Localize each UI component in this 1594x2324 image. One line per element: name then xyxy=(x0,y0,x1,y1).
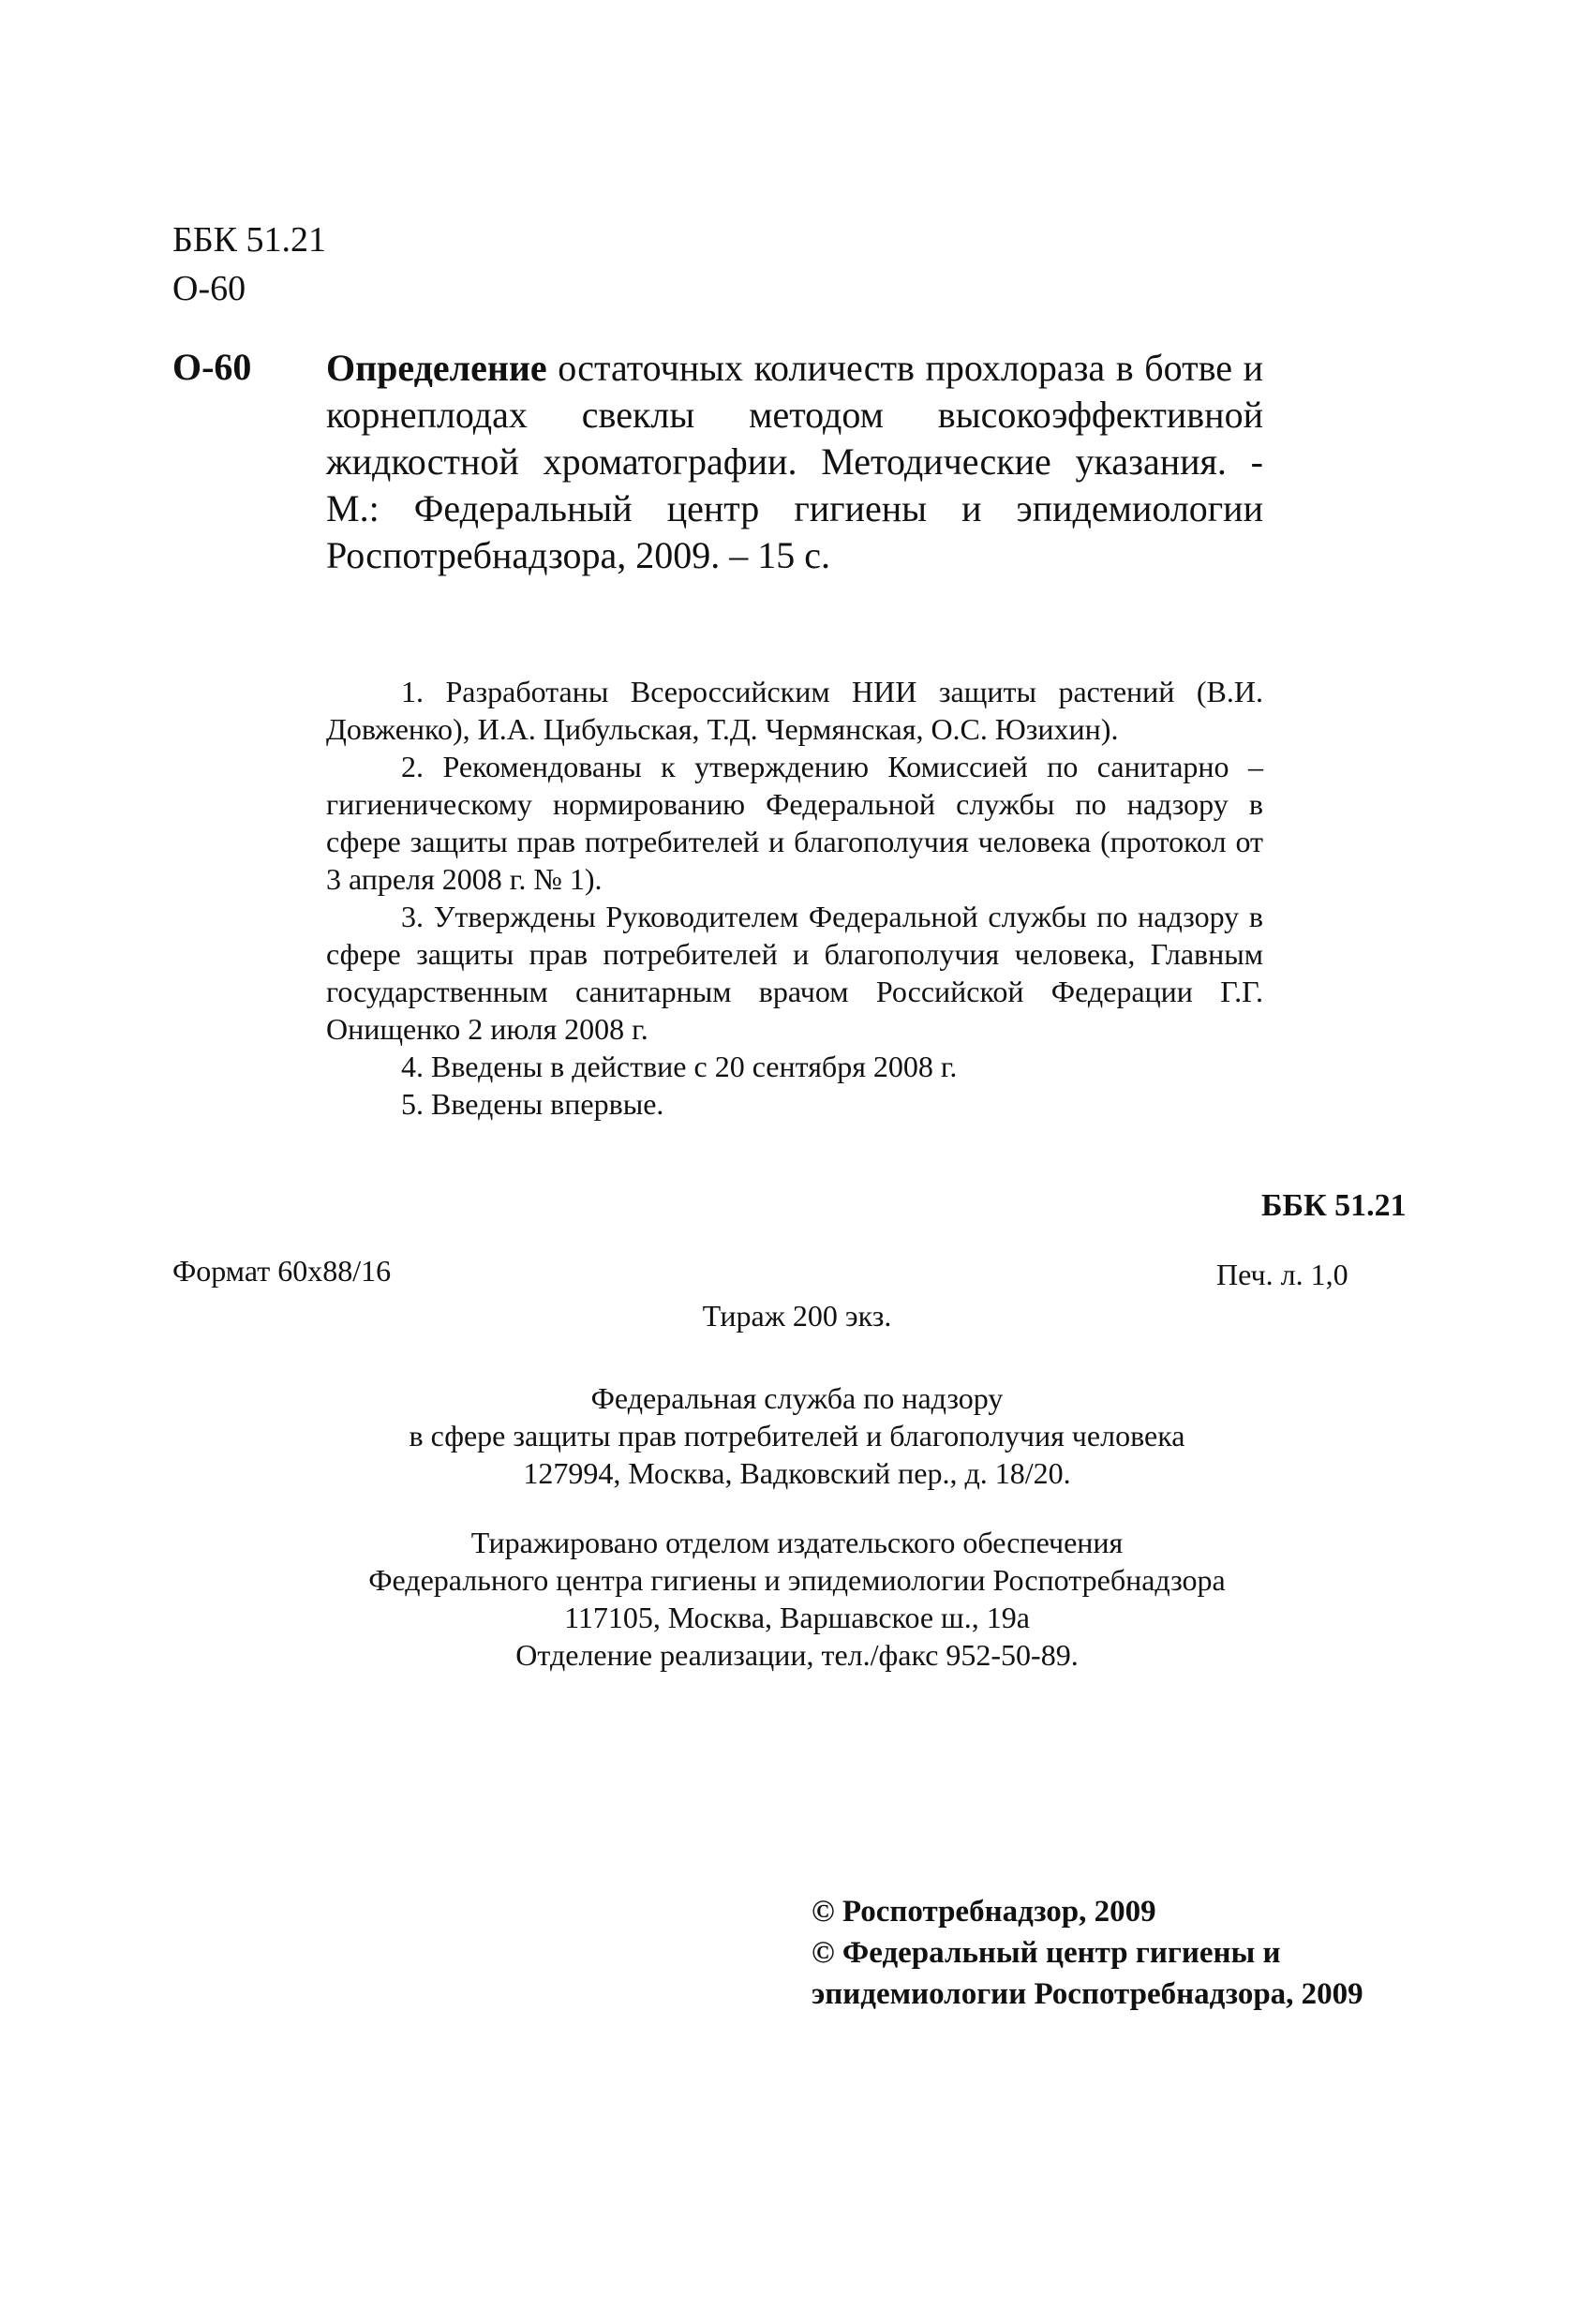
author-mark: О-60 xyxy=(172,269,246,308)
publisher-line: Федеральная служба по надзору xyxy=(590,1381,1004,1415)
credit-item: 1. Разработаны Всероссийским НИИ защиты растений (В.И. Довженко), И.А. Цибульская, Т.Д. Чермянская, О.С. Юзихин). xyxy=(326,675,1263,746)
bbk-index-bottom: ББК 51.21 xyxy=(1261,1188,1407,1223)
publisher-line: в сфере защиты прав потребителей и благополучия человека xyxy=(409,1419,1185,1452)
printer-address: 117105, Москва, Варшавское ш., 19а xyxy=(564,1601,1030,1634)
entry-title-lead: Определение xyxy=(326,347,547,389)
bbk-index-top xyxy=(172,216,326,313)
copyright-block xyxy=(812,1891,1363,2015)
printer-line: Тиражировано отделом издательского обеспечения xyxy=(470,1526,1124,1559)
copyright-line: эпидемиологии Роспотребнадзора, 2009 xyxy=(812,1977,1363,2011)
copyright-line: © Роспотребнадзор, 2009 xyxy=(812,1895,1156,1929)
entry-publication-info: . Методические указания. - М.: Федеральный центр гигиены и эпидемиологии Роспотребнадзора, 2009. – 15 с. xyxy=(326,440,1263,576)
publisher-address: 127994, Москва, Вадковский пер., д. 18/20. xyxy=(523,1456,1071,1490)
credit-item: 2. Рекомендованы к утверждению Комиссией по санитарно – гигиеническому нормированию Федеральной службы по надзору в сфере защиты прав потребителей и благополучия человека (протокол от 3 апреля 2008 г. № 1). xyxy=(326,750,1263,896)
printer-line: Федерального центра гигиены и эпидемиологии Роспотребнадзора xyxy=(368,1563,1226,1597)
credits-block xyxy=(326,673,1263,1123)
print-format: Формат 60х88/16 xyxy=(172,1254,392,1288)
publisher-block xyxy=(0,1379,1594,1492)
credit-item: 4. Введены в действие с 20 сентября 2008 г. xyxy=(401,1050,958,1083)
print-sheets: Печ. л. 1,0 xyxy=(1216,1258,1348,1291)
bbk-code: ББК 51.21 xyxy=(172,220,326,260)
credit-item: 3. Утверждены Руководителем Федеральной службы по надзору в сфере защиты прав потребителей и благополучия человека, Главным государственным санитарным врачом Российской Федерации Г.Г. Онищенко 2 июля 2008 г. xyxy=(326,900,1263,1046)
entry-title-rest: остаточных количеств прохлораза в ботве и корнеплодах свеклы методом высокоэффективной жидкостной хроматографии xyxy=(326,347,1263,483)
entry-author-mark: О-60 xyxy=(172,346,252,388)
credit-item: 5. Введены впервые. xyxy=(401,1087,664,1121)
printer-block xyxy=(0,1524,1594,1674)
bibliographic-entry xyxy=(326,345,1263,579)
print-run: Тираж 200 экз. xyxy=(702,1299,892,1333)
printer-contact: Отделение реализации, тел./факс 952-50-89. xyxy=(515,1638,1079,1672)
copyright-line: © Федеральный центр гигиены и xyxy=(812,1936,1281,1970)
